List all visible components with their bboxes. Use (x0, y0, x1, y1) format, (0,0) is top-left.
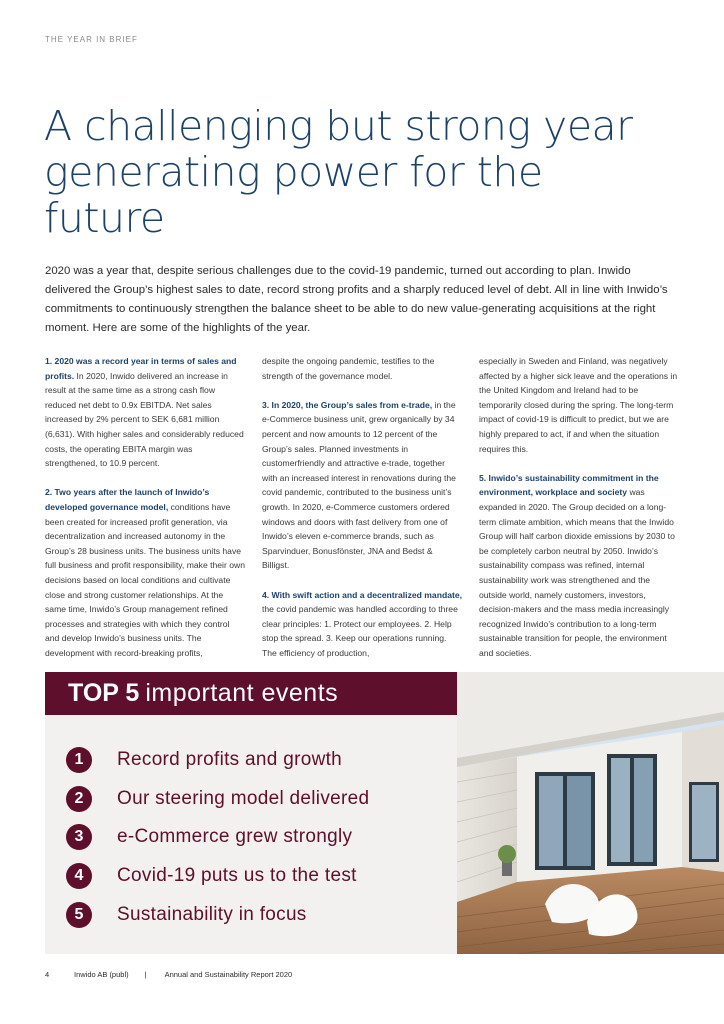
event-label: Record profits and growth (117, 749, 343, 771)
page-number: 4 (45, 970, 50, 979)
event-label: Sustainability in focus (117, 903, 307, 925)
intro-paragraph: 2020 was a year that, despite serious challenges due to the covid-19 pandemic, turned out according to plan. Inwido delivered the Group’s highest sales to date, record strong profits and a sharply reduced level of debt. All in line with Inwido’s commitments to continuously strengthen the balance sheet to be able to do new value-generating acquisitions at the right moment. Here are some of the highlights of the year. (45, 265, 668, 334)
list-item (66, 741, 369, 780)
number-badge: 3 (66, 824, 92, 850)
top-events-header (45, 672, 457, 715)
column-3 (479, 354, 679, 658)
event-label: Our steering model delivered (117, 787, 370, 809)
list-item (66, 857, 369, 896)
column-1 (45, 354, 245, 658)
highlight-paragraph: 4. With swift action and a decentralized mandate, the covid pandemic was handled according to three clear principles: 1. Protect our employees. 2. Help stop the spread. 3. Keep our operations running. The efficiency of production, (262, 589, 463, 658)
terrace-photo (457, 672, 724, 954)
footer-company: Inwido AB (publ) (74, 970, 129, 979)
top-events-header-light: important events (145, 679, 339, 707)
body-columns (45, 354, 679, 658)
highlight-paragraph: 3. In 2020, the Group’s sales from e-trade, in the e-Commerce business unit, grew organically by 34 percent and now amounts to 12 percent of the Group’s sales. Planned investments in customerfriendly and attractive e-trade, together with an increased interest in renovations during the covid pandemic, contributed to the business unit’s growth. In 2020, e-Commerce customers ordered windows and doors with fast delivery from one of Inwido’s eleven e-commerce brands, such as Sparvinduer, Bonusfönster, JNA and Bedst & Billigst. (262, 399, 456, 571)
list-item (66, 780, 369, 819)
top-events-header-strong: TOP 5 (68, 679, 140, 707)
highlight-paragraph: 1. 2020 was a record year in terms of sales and profits. In 2020, Inwido delivered an increase in result at the same time as a strong cash flow reduced net debt to 0.9x EBITDA. Net sales increased by 2% percent to SEK 6,681 million (6,631). With higher sales and considerably reduced costs, the operating EBITA margin was strengthened, to 10.9 percent. (45, 356, 244, 469)
highlight-paragraph: 5. Inwido’s sustainability commitment in the environment, workplace and society was expanded in 2020. The Group decided on a long-term climate ambition, which means that the Inwido Group will half carbon dioxide emissions by 2030 to be completely carbon neutral by 2050. Inwido’s sustainability compass was refined, internal sustainability work was strengthened and the outside world, namely customers, investors, decision-makers and the mass media increasingly recognized Inwido’s contribution to a long-term sustainable transition for people, the environment and societies. (479, 472, 675, 658)
number-badge: 1 (66, 747, 92, 773)
event-label: e-Commerce grew strongly (117, 826, 353, 848)
number-badge: 2 (66, 786, 92, 812)
footer-report-title: Annual and Sustainability Report 2020 (164, 970, 293, 979)
terrace-illustration (457, 672, 724, 954)
event-label: Covid-19 puts us to the test (117, 865, 357, 887)
highlight-paragraph: despite the ongoing pandemic, testifies to the strength of the governance model. (262, 356, 435, 381)
column-2 (262, 354, 463, 658)
footer-separator: | (144, 970, 147, 979)
highlight-paragraph: 2. Two years after the launch of Inwido’s developed governance model, conditions have been created for increased profit generation, via decentralization and increased autonomy in the Group’s 28 business units. The business units have full business and profit responsibility, make their own decisions based on local conditions and cultivate close and strong customer relationships. At the same time, Inwido’s Group management refined processes and strategies with which they control and develop Inwido’s business units. The development with record-breaking profits, (45, 487, 245, 658)
highlight-paragraph: especially in Sweden and Finland, was negatively affected by a higher sick leave and the operations in the United Kingdom and Ireland had to be temporarily closed during the spring. The long-term impact of covid-19 is difficult to predict, but we are highly prepared to act, if and when the situation requires this. (479, 356, 678, 454)
section-label: THE YEAR IN BRIEF (45, 35, 138, 44)
event-list (66, 741, 369, 934)
number-badge: 5 (66, 902, 92, 928)
number-badge: 4 (66, 863, 92, 889)
page-title: A challenging but strong year generating power for the future (44, 102, 633, 242)
page-footer (45, 970, 292, 979)
list-item (66, 818, 369, 857)
top-events-panel (45, 672, 457, 954)
list-item (66, 895, 369, 934)
